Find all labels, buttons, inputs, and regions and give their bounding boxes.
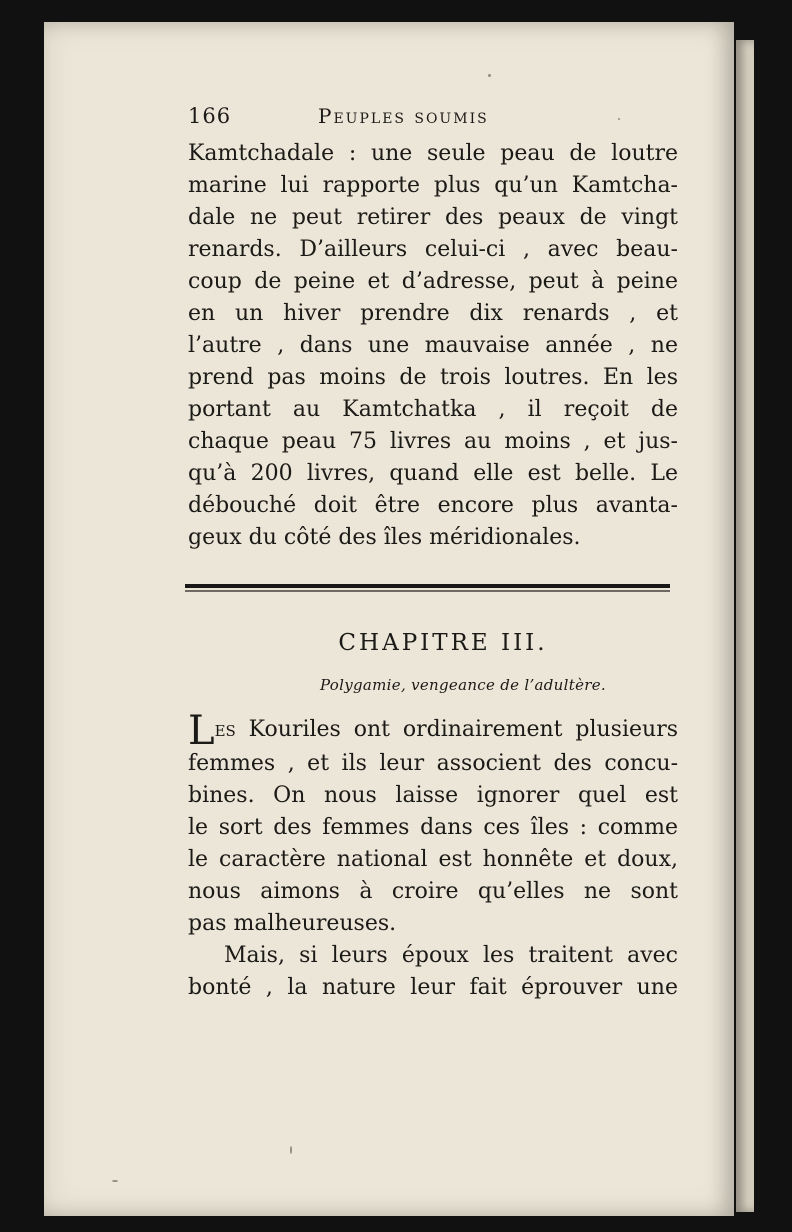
running-head: Peuples soumis: [318, 104, 489, 128]
text-line: femmes , et ils leur associent des concu-: [188, 751, 678, 776]
facing-page-edge: [736, 40, 754, 1212]
divider-thick-rule: [185, 584, 670, 588]
text-line: l’autre , dans une mauvaise année , ne: [188, 333, 678, 358]
text-block: [188, 104, 678, 1004]
text-line: dale ne peut retirer des peaux de vingt: [188, 205, 678, 230]
text-line: renards. D’ailleurs celui-ci , avec beau-: [188, 237, 678, 262]
paragraph-2: [188, 714, 678, 940]
divider-thin-rule: [185, 590, 670, 592]
text-line: marine lui rapporte plus qu’un Kamtcha-: [188, 173, 678, 198]
first-line-text: Kouriles ont ordinairement plusieurs: [235, 717, 678, 742]
text-line: le caractère national est honnête et doux,: [188, 847, 678, 872]
text-line: le sort des femmes dans ces îles : comme: [188, 815, 678, 840]
text-line: bonté , la nature leur fait éprouver une: [188, 975, 678, 1000]
chapter-divider: [185, 584, 670, 592]
chapter-subtitle: Polygamie, vengeance de l’adultère.: [320, 676, 606, 694]
paper-speck: [290, 1146, 292, 1154]
drop-cap: L: [188, 714, 215, 748]
chapter-title: CHAPITRE III.: [338, 630, 548, 656]
text-line: en un hiver prendre dix renards , et: [188, 301, 678, 326]
small-caps-text: es: [214, 717, 236, 742]
text-line: prend pas moins de trois loutres. En les: [188, 365, 678, 390]
page-header: [188, 104, 678, 138]
text-line: portant au Kamtchatka , il reçoit de: [188, 397, 678, 422]
text-line: chaque peau 75 livres au moins , et jus-: [188, 429, 678, 454]
paragraph-3: [188, 940, 678, 1004]
paragraph-1: [188, 138, 678, 554]
text-line: geux du côté des îles méridionales.: [188, 525, 581, 550]
text-line: débouché doit être encore plus avanta-: [188, 493, 678, 518]
first-line: [188, 714, 678, 748]
text-line: nous aimons à croire qu’elles ne sont: [188, 879, 678, 904]
text-line: qu’à 200 livres, quand elle est belle. Le: [188, 461, 678, 486]
paper-speck: [488, 74, 491, 77]
paper-speck: [112, 1180, 118, 1182]
text-line: pas malheureuses.: [188, 911, 397, 936]
text-line: Mais, si leurs époux les traitent avec: [224, 943, 678, 968]
text-line: bines. On nous laisse ignorer quel est: [188, 783, 678, 808]
text-line: coup de peine et d’adresse, peut à peine: [188, 269, 678, 294]
page-number: 166: [188, 104, 232, 128]
text-line: Kamtchadale : une seule peau de loutre: [188, 141, 678, 166]
